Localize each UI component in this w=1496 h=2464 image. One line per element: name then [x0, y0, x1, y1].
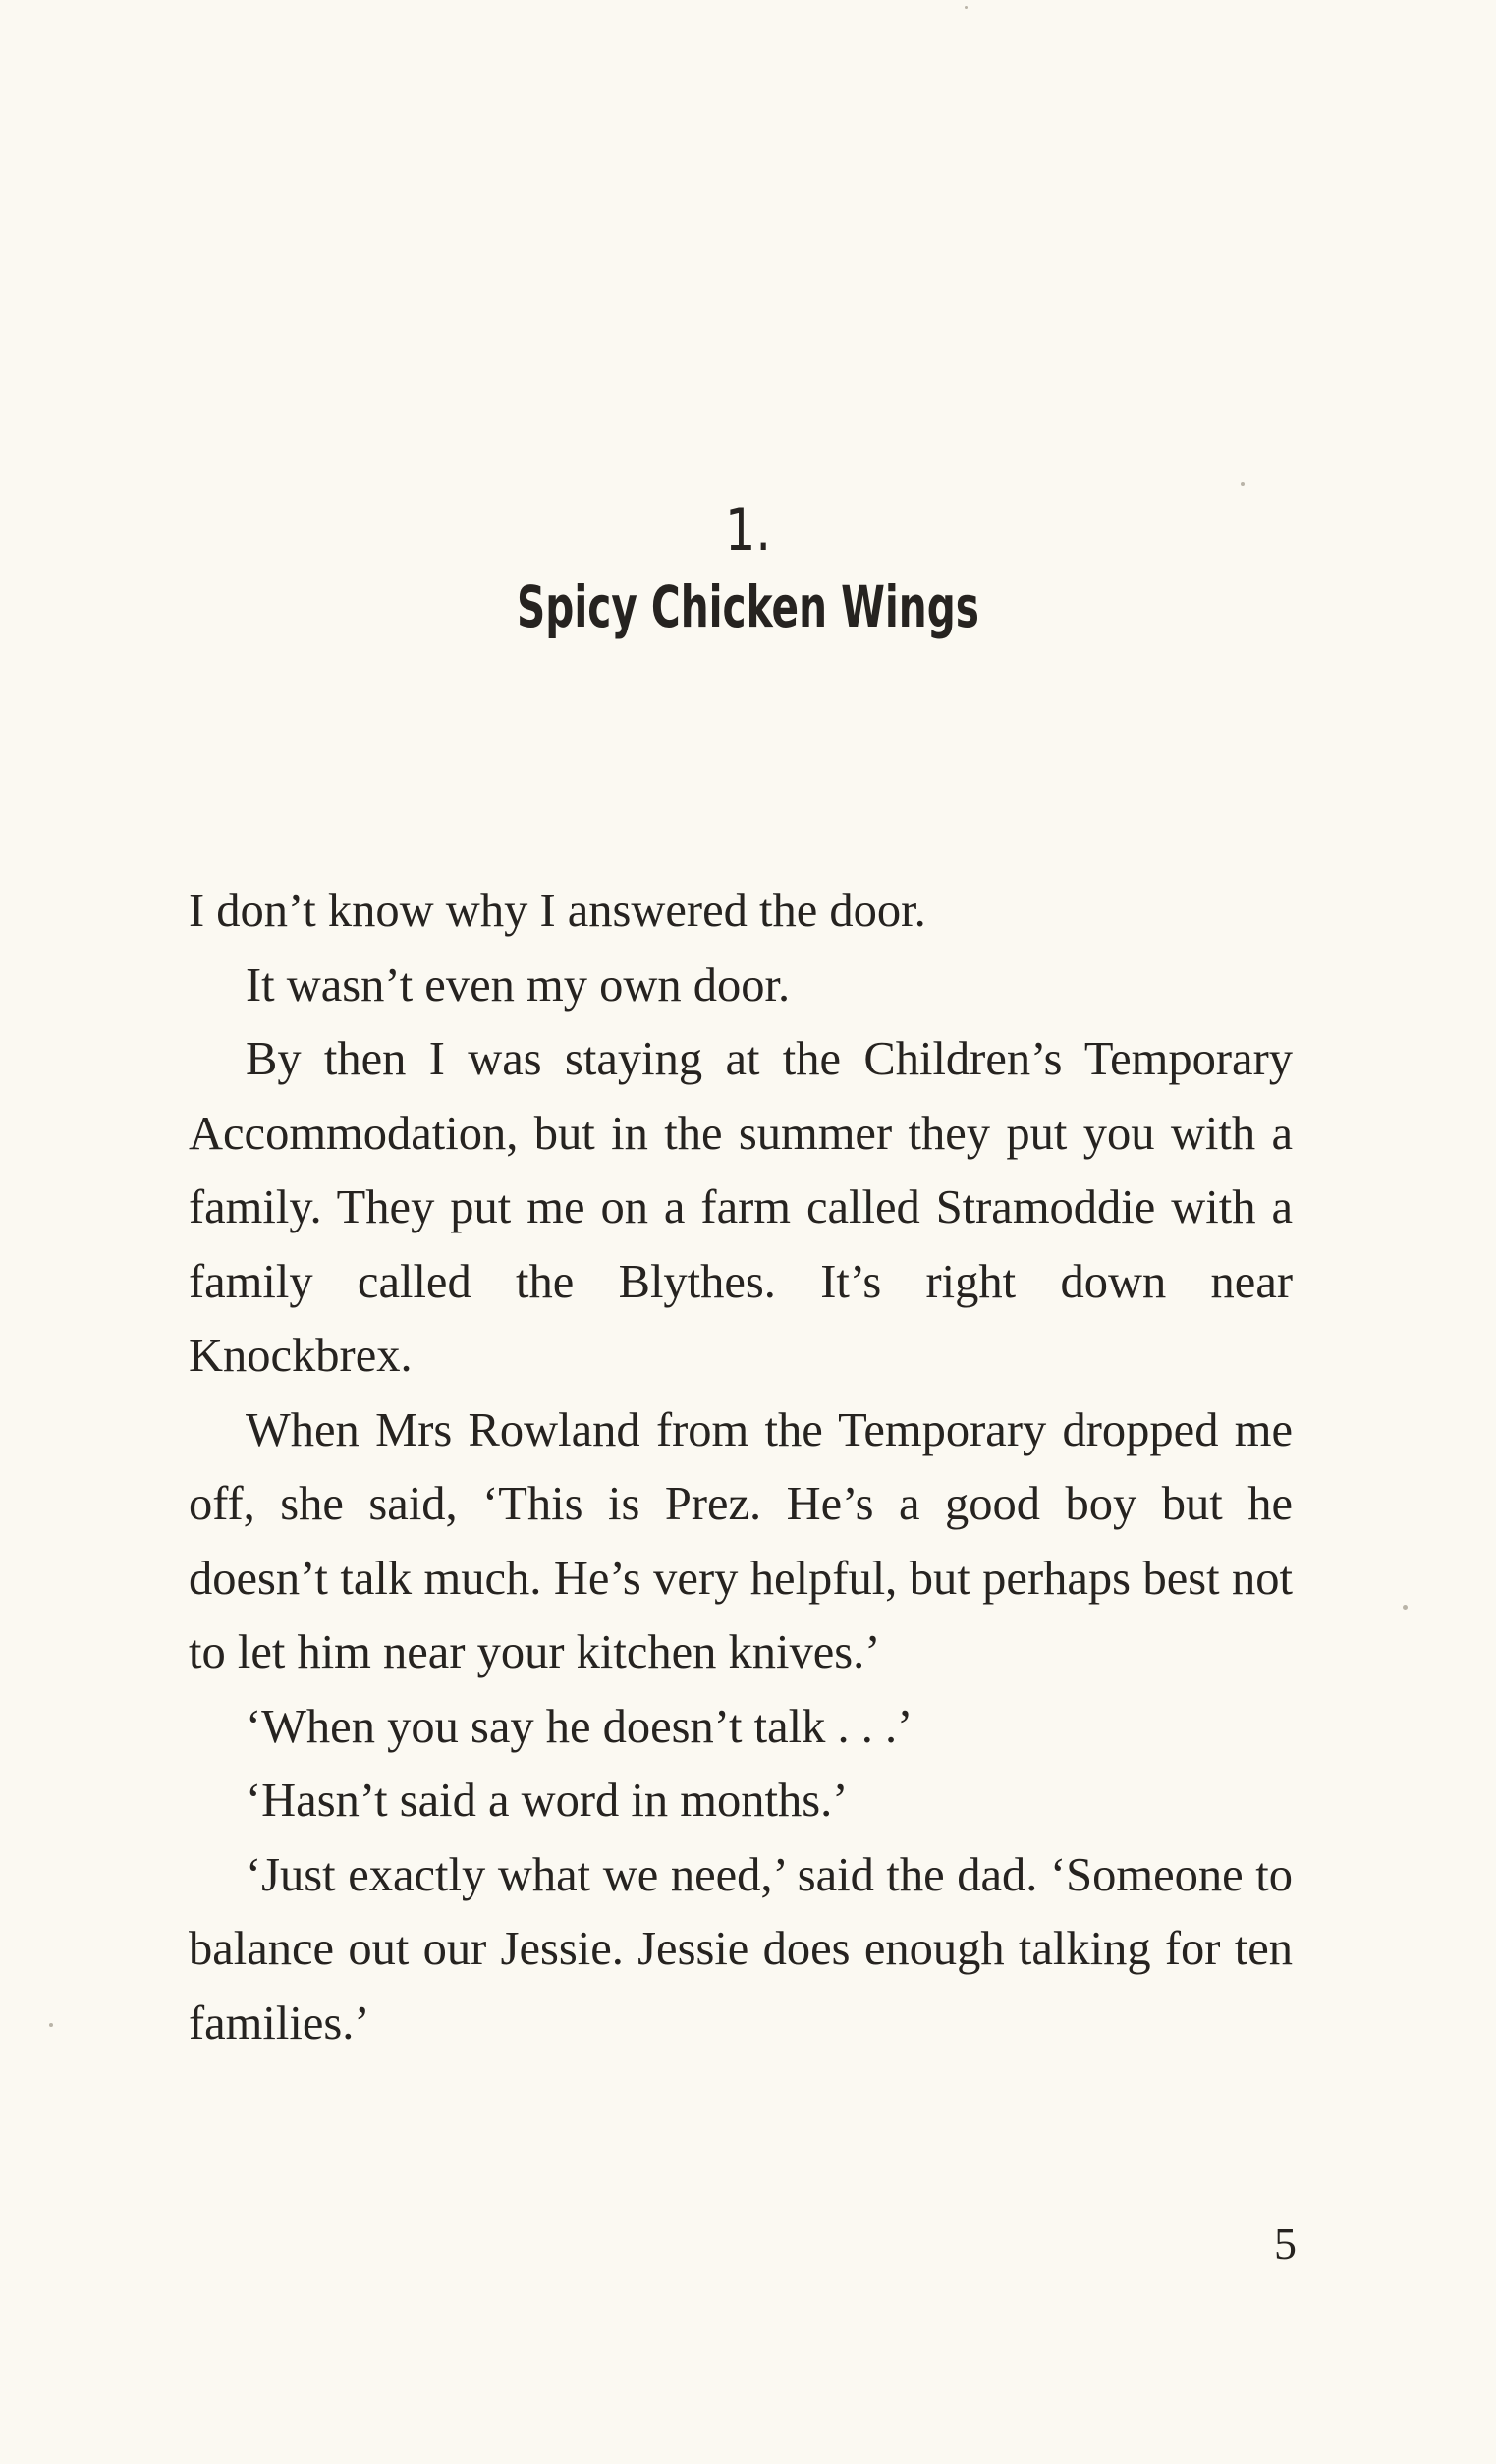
- paragraph: When Mrs Rowland from the Temporary dropped me off, she said, ‘This is Prez. He’s a good boy but he doesn’t talk much. He’s very helpful, but perhaps best not to let him near your kitchen knives.’: [189, 1403, 1293, 1678]
- paragraph: By then I was staying at the Children’s Temporary Accommodation, but in the summer they put you with a family. They put me on a farm called Stramoddie with a family called the Blythes. It’s right down near Knockbrex.: [189, 1033, 1293, 1382]
- paper-speck: [49, 2023, 53, 2027]
- paragraph: ‘When you say he doesn’t talk . . .’: [246, 1700, 914, 1753]
- page-number: 5: [1274, 2218, 1297, 2269]
- chapter-body: [189, 874, 1293, 2060]
- chapter-number: 1.: [725, 496, 771, 565]
- paragraph: I don’t know why I answered the door.: [189, 885, 926, 937]
- paragraph: ‘Hasn’t said a word in months.’: [246, 1775, 849, 1827]
- paper-speck: [1241, 482, 1245, 486]
- paragraph: ‘Just exactly what we need,’ said the dad. ‘Someone to balance out our Jessie. Jessie does enough talking for ten families.’: [189, 1848, 1293, 2050]
- paragraph: It wasn’t even my own door.: [246, 958, 791, 1012]
- paper-speck: [965, 6, 968, 9]
- paper-speck: [1403, 1605, 1408, 1610]
- chapter-title: Spicy Chicken Wings: [517, 574, 979, 640]
